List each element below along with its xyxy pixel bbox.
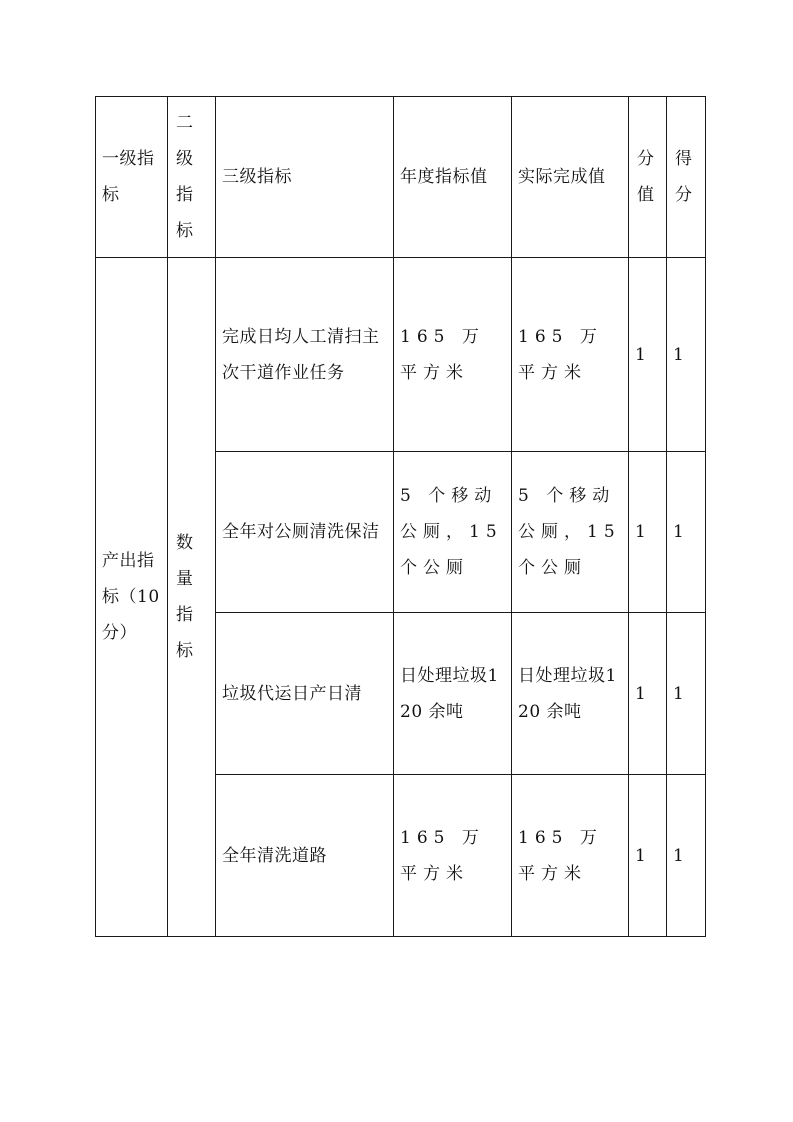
performance-indicator-table [95,96,706,937]
indicator-cell: 垃圾代运日产日清 [216,613,394,775]
header-score-value: 分值 [629,97,667,258]
score-cell: 1 [629,613,667,775]
group-level2-cell: 数量指标 [168,258,216,937]
target-cell: 165 万平方米 [394,258,512,452]
actual-cell: 5 个移动公厕，15 个公厕 [512,452,629,613]
indicator-cell: 全年对公厕清洗保洁 [216,452,394,613]
indicator-cell: 完成日均人工清扫主次干道作业任务 [216,258,394,452]
score-cell: 1 [629,775,667,937]
header-level3: 三级指标 [216,97,394,258]
indicator-cell: 全年清洗道路 [216,775,394,937]
header-level1: 一级指标 [96,97,168,258]
actual-cell: 165 万平方米 [512,258,629,452]
header-actual-value: 实际完成值 [512,97,629,258]
got-cell: 1 [667,452,706,613]
table-row [96,258,706,452]
target-cell: 165 万平方米 [394,775,512,937]
got-cell: 1 [667,613,706,775]
target-cell: 日处理垃圾120 余吨 [394,613,512,775]
actual-cell: 165 万平方米 [512,775,629,937]
actual-cell: 日处理垃圾120 余吨 [512,613,629,775]
table-header-row [96,97,706,258]
group-level1-cell: 产出指标（10分） [96,258,168,937]
got-cell: 1 [667,258,706,452]
header-annual-target: 年度指标值 [394,97,512,258]
score-cell: 1 [629,452,667,613]
got-cell: 1 [667,775,706,937]
header-level2: 二级指标 [168,97,216,258]
header-score-got: 得分 [667,97,706,258]
target-cell: 5 个移动公厕，15 个公厕 [394,452,512,613]
score-cell: 1 [629,258,667,452]
